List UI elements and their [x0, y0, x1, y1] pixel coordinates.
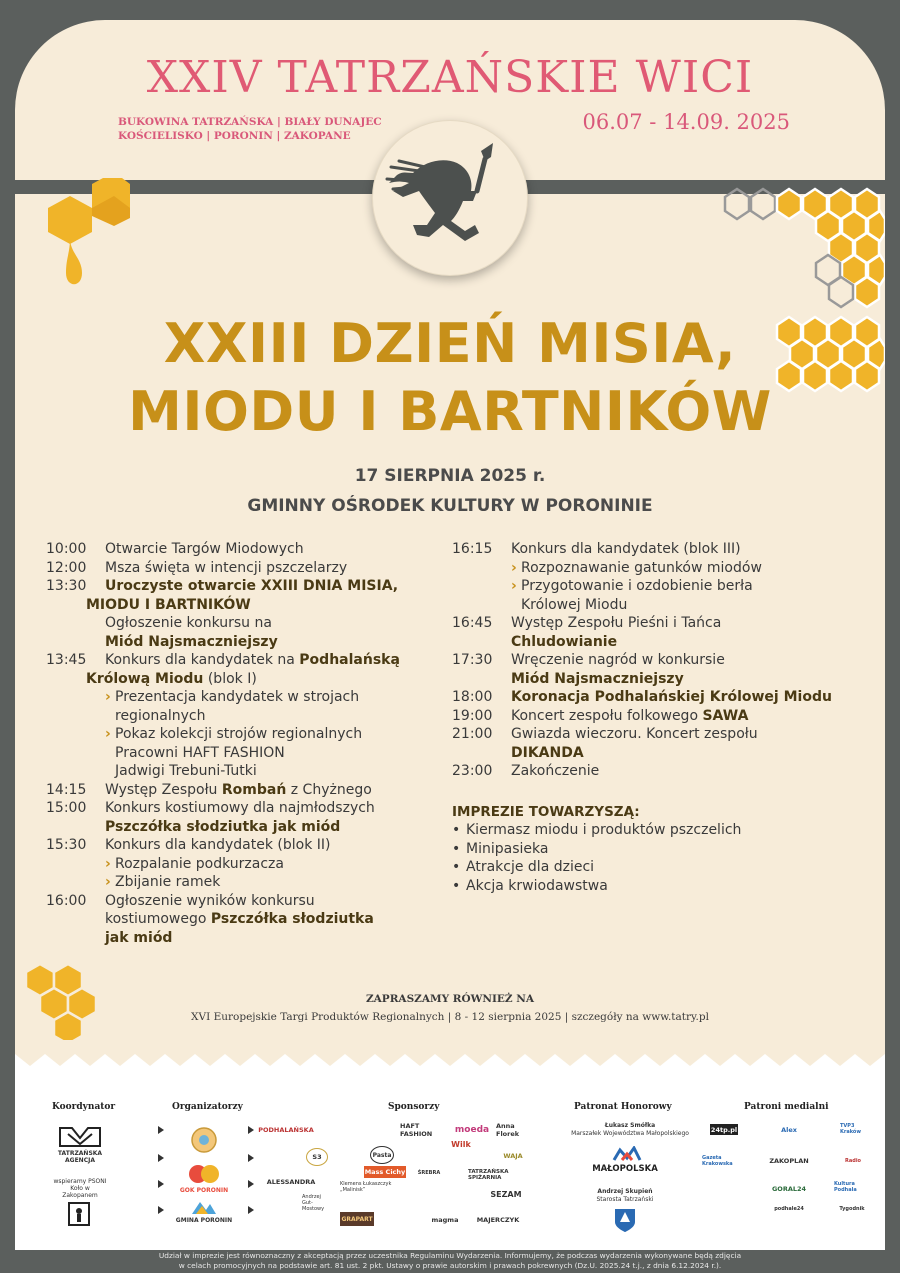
media-logo: Kultura Podhala	[834, 1181, 857, 1193]
coordinator-name: TATRZAŃSKA AGENCJA	[57, 1150, 103, 1164]
coordinator-sub: wspieramy PSONI Koło w Zakopanem	[53, 1178, 107, 1199]
media-logo: TVP3 Kraków	[840, 1123, 861, 1135]
malopolska-logo-icon	[612, 1146, 642, 1162]
locations-line-2: KOŚCIELISKO | PORONIN | ZAKOPANE	[118, 130, 351, 142]
media-logo: 24tp.pl	[710, 1125, 738, 1134]
sub-item-text: Pokaz kolekcji strojów regionalnych	[115, 726, 363, 742]
media-logo: Gazeta Krakowska	[702, 1155, 733, 1167]
schedule-entry	[46, 559, 446, 578]
honorary-person-1: Łukasz Smółka	[604, 1122, 656, 1129]
schedule-entry	[46, 651, 446, 781]
entry-text: Konkurs dla kandydatek na	[105, 652, 300, 668]
entry-highlight: Królową Miodu	[86, 670, 204, 687]
locations-line-1: BUKOWINA TATRZAŃSKA | BIAŁY DUNAJEC	[118, 116, 382, 128]
sub-item-text: Rozpalanie podkurzacza	[115, 855, 284, 872]
sub-item-text: Prezentacja kandydatek w strojach	[115, 689, 360, 705]
entry-highlight: Pszczółka słodziutka	[210, 911, 374, 927]
zigzag-border	[15, 1040, 885, 1080]
sub-item-continued: Jadwigi Trebuni-Tutki	[115, 763, 257, 779]
honeycomb-icon	[22, 958, 102, 1053]
sub-item: › Pokaz kolekcji strojów regionalnych	[105, 726, 363, 742]
sponsor-logo: Pasta	[370, 1146, 394, 1164]
agency-logo-icon	[58, 1124, 102, 1150]
schedule-entry	[46, 577, 446, 651]
entry-time: 13:45	[46, 652, 87, 668]
festival-dates: 06.07 - 14.09. 2025	[582, 110, 790, 134]
entry-time: 14:15	[46, 781, 87, 798]
entry-highlight: Chludowianie	[511, 633, 618, 650]
entry-text: Konkurs dla kandydatek (blok III)	[511, 541, 741, 557]
torch-runner-icon	[373, 121, 529, 277]
entry-highlight: MIODU I BARTNIKÓW	[86, 596, 251, 613]
entry-highlight: SAWA	[702, 707, 749, 724]
extras-item: • Akcja krwiodawstwa	[452, 877, 852, 896]
entry-time: 19:00	[452, 707, 493, 724]
powiat-crest-icon	[612, 1206, 638, 1234]
sub-item-text: Przygotowanie i ozdobienie berła	[521, 578, 753, 594]
event-title-line-1: XXIII DZIEŃ MISIA,	[163, 312, 737, 375]
sub-item-continued: Pracowni HAFT FASHION	[115, 744, 285, 761]
sponsor-logo: Anna Florek	[496, 1122, 520, 1138]
entry-highlight: Podhalańską	[299, 652, 400, 668]
media-logo: Radio	[845, 1158, 861, 1164]
entry-highlight: Miód Najsmaczniejszy	[511, 670, 684, 687]
sponsor-logo: HAFT FASHION	[400, 1122, 433, 1138]
entry-text: Konkurs dla kandydatek (blok II)	[105, 837, 331, 853]
festival-locations	[118, 115, 382, 143]
invite-heading: ZAPRASZAMY RÓWNIEŻ NA	[366, 993, 534, 1005]
schedule-entry	[452, 614, 852, 651]
sub-item: › Rozpalanie podkurzacza	[105, 855, 284, 872]
schedule-entry	[452, 707, 852, 726]
entry-text: Występ Zespołu	[105, 781, 222, 798]
sponsor-logo: moeda	[454, 1125, 490, 1135]
event-venue: GMINNY OŚRODEK KULTURY W PORONINIE	[247, 496, 653, 516]
entry-text: (blok I)	[203, 670, 257, 687]
event-title-line-2: MIODU I BARTNIKÓW	[128, 380, 772, 443]
extras-item: • Atrakcje dla dzieci	[452, 858, 852, 877]
entry-highlight: Miód Najsmaczniejszy	[105, 633, 278, 650]
schedule-entry	[452, 651, 852, 688]
entry-text: z Chyżnego	[286, 781, 372, 798]
extras-item: • Kiermasz miodu i produktów pszczelich	[452, 821, 852, 840]
legal-notice	[0, 1251, 900, 1271]
coordinator-title: Koordynator	[52, 1102, 116, 1112]
entry-text: Koncert zespołu folkowego	[511, 707, 703, 724]
entry-time: 16:00	[46, 892, 87, 909]
sponsor-logo: SEZAM	[490, 1189, 522, 1199]
sponsor-logo: Andrzej Gut-Mostowy	[302, 1194, 325, 1212]
schedule-entry	[452, 688, 852, 707]
entry-highlight: jak miód	[105, 929, 173, 946]
schedule-entry	[452, 762, 852, 781]
gok-logo-icon	[186, 1162, 222, 1186]
sub-item-text: Rozpoznawanie gatunków miodów	[521, 559, 762, 576]
arrow-icon	[158, 1154, 164, 1162]
entry-time: 12:00	[46, 559, 87, 576]
schedule-left	[46, 540, 446, 947]
schedule-entry	[452, 725, 852, 762]
schedule-entry	[46, 781, 446, 800]
arrow-icon	[248, 1206, 254, 1214]
entry-text: Zakończenie	[511, 763, 600, 779]
honorary-role-2: Starosta Tatrzański	[596, 1196, 654, 1203]
honorary-title: Patronat Honorowy	[574, 1102, 672, 1112]
entry-text: Msza święta w intencji pszczelarzy	[105, 559, 348, 576]
organizers-title: Organizatorzy	[172, 1102, 243, 1112]
sponsors-grid	[258, 1120, 550, 1236]
sub-item-continued: regionalnych	[115, 707, 206, 724]
schedule-right	[452, 540, 852, 895]
entry-text: Ogłoszenie wyników konkursu	[105, 892, 315, 909]
gmina-logo-icon	[190, 1198, 218, 1216]
honey-drip-icon	[30, 178, 130, 293]
legal-line-2: w celach promocyjnych na podstawie art. 81 ust. 2 pkt. Ustawy o prawie autorskim i prawach pokrewnych (Dz.U. 2025.24 t.j., z dnia 6.12.2024 r.).	[178, 1261, 722, 1270]
sub-item: › Rozpoznawanie gatunków miodów	[511, 559, 762, 576]
media-logo: ZAKOPLAN	[769, 1157, 809, 1165]
entry-highlight: DIKANDA	[511, 744, 584, 761]
entry-time: 15:00	[46, 800, 87, 816]
event-title	[0, 310, 900, 446]
sub-item: › Zbijanie ramek	[105, 874, 221, 890]
gok-label: GOK PORONIN	[179, 1187, 229, 1194]
festival-title: XXIV TATRZAŃSKIE WICI	[146, 52, 754, 103]
schedule-entry	[46, 892, 446, 948]
schedule-entry	[46, 836, 446, 892]
media-logo: Tygodnik	[839, 1206, 865, 1212]
legal-line-1: Udział w imprezie jest równoznaczny z akceptacją przez uczestnika Regulaminu Wydarzenia. Informujemy, że podczas wydarzenia wykonywane będą zdjęcia	[158, 1251, 742, 1260]
sub-item-text: Zbijanie ramek	[115, 874, 221, 890]
sub-item: › Przygotowanie i ozdobienie berła	[511, 578, 753, 594]
entry-time: 13:30	[46, 578, 87, 594]
entry-time: 16:15	[452, 541, 493, 557]
media-title: Patroni medialni	[744, 1102, 829, 1112]
arrow-icon	[248, 1126, 254, 1134]
arrow-icon	[248, 1154, 254, 1162]
schedule-entry	[46, 799, 446, 836]
honorary-person-2: Andrzej Skupień	[597, 1188, 653, 1195]
sponsor-logo: MAJERCZYK	[476, 1216, 520, 1224]
entry-text: Konkurs kostiumowy dla najmłodszych	[105, 800, 375, 816]
entry-highlight: Pszczółka słodziutka jak miód	[105, 818, 341, 835]
psoni-logo-icon	[66, 1200, 92, 1228]
entry-text: Wręczenie nagród w konkursie	[511, 652, 725, 668]
event-date: 17 SIERPNIA 2025 r.	[354, 466, 546, 486]
entry-highlight: Koronacja Podhalańskiej Królowej Miodu	[511, 689, 832, 705]
arrow-icon	[248, 1180, 254, 1188]
honorary-role-1: Marszałek Województwa Małopolskiego	[571, 1130, 689, 1137]
sponsor-logo: Wilk	[451, 1139, 471, 1149]
extras-item: • Minipasieka	[452, 840, 852, 859]
sponsor-logo: ALESSANDRA	[266, 1178, 316, 1186]
sponsor-logo: WAJA	[503, 1152, 523, 1160]
sponsor-logo: PODHALAŃSKA	[258, 1126, 314, 1134]
entry-time: 16:45	[452, 615, 493, 631]
arrow-icon	[158, 1206, 164, 1214]
entry-time: 17:30	[452, 652, 493, 668]
invite-details: XVI Europejskie Targi Produktów Regionalnych | 8 - 12 sierpnia 2025 | szczegóły na www.tatry.pl	[191, 1011, 709, 1023]
sponsor-logo: GRAPART	[340, 1212, 374, 1226]
malopolska-label: MAŁOPOLSKA	[592, 1164, 658, 1174]
festival-logo	[372, 120, 528, 276]
sub-item: › Prezentacja kandydatek w strojach	[105, 689, 360, 705]
entry-highlight: Rombań	[221, 781, 287, 798]
extras-title: IMPREZIE TOWARZYSZĄ:	[452, 803, 640, 820]
entry-time: 21:00	[452, 726, 493, 742]
sponsor-logo: Mass Cichy	[364, 1168, 406, 1176]
emblem-icon	[186, 1126, 222, 1154]
sponsor-logo: S3	[306, 1148, 328, 1166]
sponsors-title: Sponsorzy	[388, 1102, 440, 1112]
sub-item-continued: Królowej Miodu	[521, 596, 628, 613]
entry-highlight: Uroczyste otwarcie XXIII DNIA MISIA,	[105, 578, 399, 594]
schedule-entry	[452, 540, 852, 614]
media-logo: GORAL24	[771, 1185, 807, 1193]
gmina-label: GMINA PORONIN	[175, 1217, 233, 1224]
media-logo: Alex	[781, 1125, 797, 1134]
entry-time: 18:00	[452, 689, 493, 705]
entry-text: Występ Zespołu Pieśni i Tańca	[511, 615, 722, 631]
arrow-icon	[158, 1180, 164, 1188]
media-logo: podhale24	[774, 1206, 804, 1212]
sponsor-logo: Klemens Łukaszczyk „Malinisk”	[340, 1181, 392, 1193]
entry-text: Otwarcie Targów Miodowych	[105, 541, 304, 557]
entry-time: 10:00	[46, 541, 87, 557]
entry-text: Gwiazda wieczoru. Koncert zespołu	[511, 726, 758, 742]
entry-text: kostiumowego	[105, 911, 211, 927]
sponsor-logo: ŚREBRA	[417, 1170, 441, 1176]
sponsor-logo: TATRZAŃSKA SPIŻARNIA	[468, 1169, 509, 1181]
entry-time: 15:30	[46, 837, 87, 853]
sponsor-logo: magma	[431, 1216, 459, 1224]
entry-text: Ogłoszenie konkursu na	[105, 615, 272, 631]
arrow-icon	[158, 1126, 164, 1134]
entry-time: 23:00	[452, 763, 493, 779]
schedule-entry	[46, 540, 446, 559]
